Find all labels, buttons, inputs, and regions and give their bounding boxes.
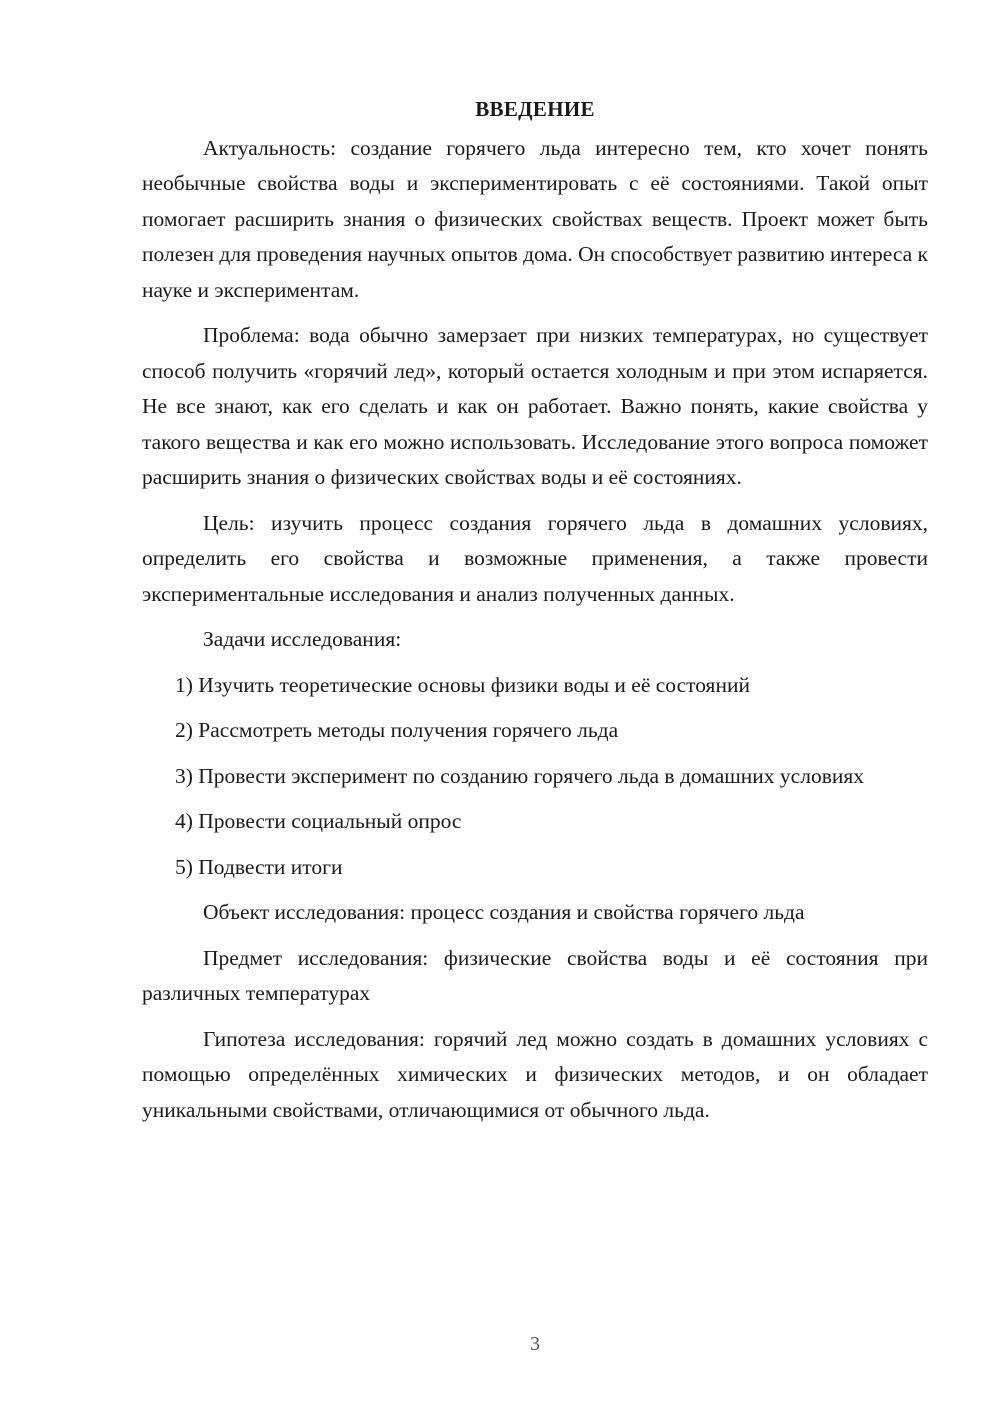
object-paragraph: Объект исследования: процесс создания и свойства горячего льда: [203, 900, 805, 924]
goal-paragraph: Цель: изучить процесс создания горячего льда в домашних условиях, определить его свойства и возможные применения, а также провести экспериментальные исследования и анализ полученных данных.: [142, 510, 928, 606]
task-item-1: 1) Изучить теоретические основы физики воды и её состояний: [175, 672, 750, 697]
problem-paragraph: Проблема: вода обычно замерзает при низких температурах, но существует способ получить «горячий лед», который остается холодным и при этом испаряется. Не все знают, как его сделать и как он работает. Важно понять, какие свойства у такого вещества и как его можно использовать. Исследование этого вопроса поможет расширить знания о физических свойствах воды и её состояниях.: [142, 323, 928, 489]
page-title: ВВЕДЕНИЕ: [475, 97, 595, 121]
page-number: 3: [530, 1333, 540, 1355]
hypothesis-paragraph: Гипотеза исследования: горячий лед можно создать в домашних условиях с помощью определённых химических и физических методов, и он обладает уникальными свойствами, отличающимися от обычного льда.: [142, 1026, 928, 1122]
relevance-paragraph: Актуальность: создание горячего льда интересно тем, кто хочет понять необычные свойства воды и экспериментировать с её состояниями. Такой опыт помогает расширить знания о физических свойствах веществ. Проект может быть полезен для проведения научных опытов дома. Он способствует развитию интереса к науке и экспериментам.: [142, 135, 928, 302]
task-item-4: 4) Провести социальный опрос: [175, 809, 462, 833]
task-item-3: 3) Провести эксперимент по созданию горячего льда в домашних условиях: [175, 763, 864, 788]
subject-paragraph: Предмет исследования: физические свойства воды и её состояния при различных температурах: [142, 945, 928, 1005]
document-page: [142, 92, 928, 1138]
task-item-5: 5) Подвести итоги: [175, 854, 343, 879]
tasks-heading: Задачи исследования:: [203, 627, 402, 651]
task-item-2: 2) Рассмотреть методы получения горячего льда: [175, 718, 619, 742]
